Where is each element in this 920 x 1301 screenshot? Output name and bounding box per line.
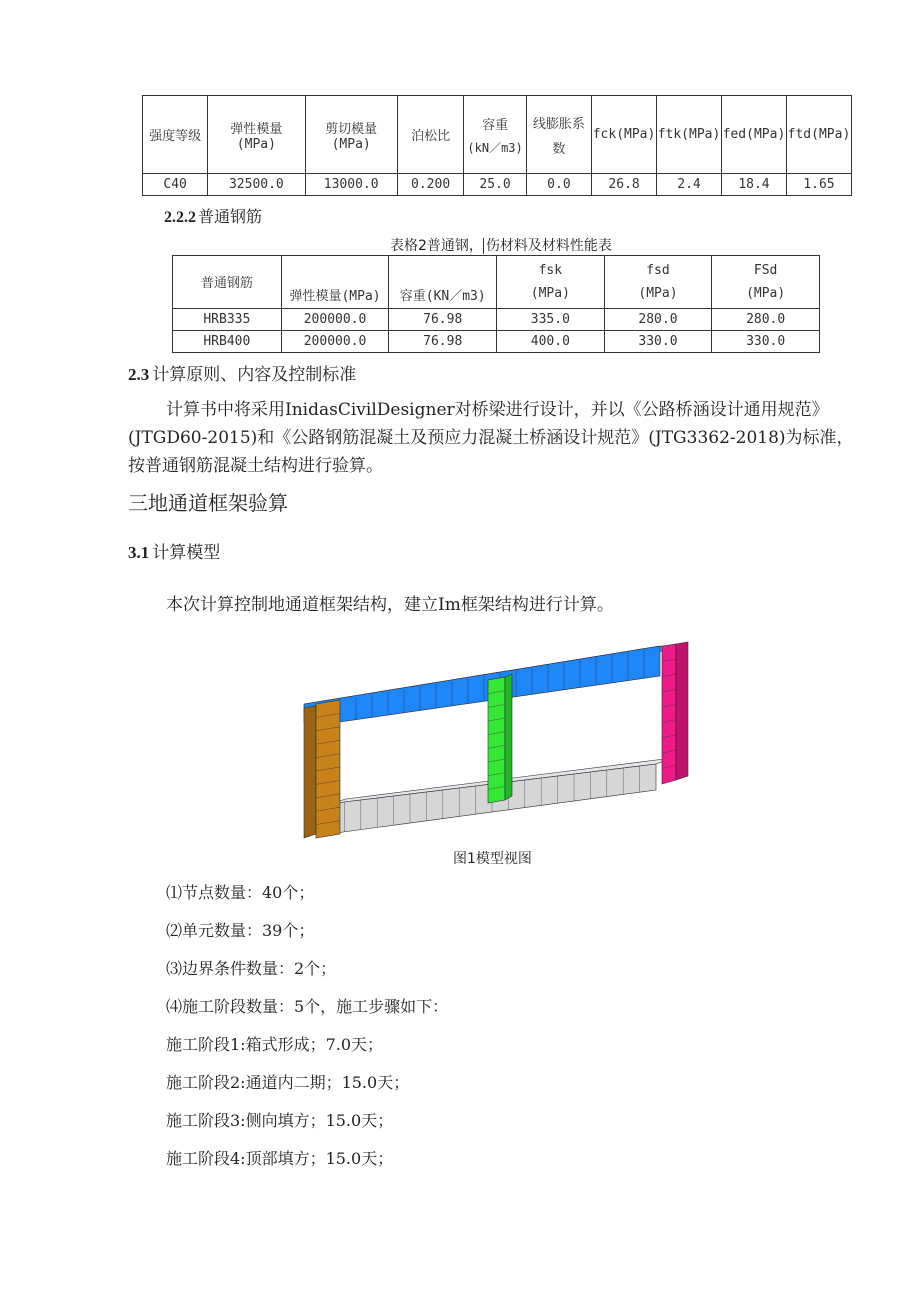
header-cell: 普通钢筋 [173, 256, 282, 309]
list-item: 施工阶段1:箱式形成；7.0天； [166, 1035, 384, 1054]
table-cell: HRB335 [173, 309, 282, 331]
header-cell: fck(MPa) [592, 96, 657, 174]
table-cell: 400.0 [497, 331, 605, 353]
list-item: ⑶边界条件数量：2个； [166, 959, 337, 978]
table-cell: 76.98 [389, 309, 497, 331]
table-cell: 280.0 [712, 309, 820, 331]
header-cell: 弹性模量(MPa) [281, 256, 389, 309]
header-cell: FSd (MPa) [712, 256, 820, 309]
table-cell: 0.0 [526, 174, 591, 196]
chapter-heading-3: 三地通道框架验算 [128, 491, 288, 515]
header-cell: fed(MPa) [721, 96, 786, 174]
section-heading-2-3: 2.3 计算原则、内容及控制标准 [128, 365, 357, 385]
table-row [173, 331, 820, 353]
paragraph-model-intro: 本次计算控制地通道框架结构，建立Im框架结构进行计算。 [166, 595, 614, 615]
table-row [143, 174, 852, 196]
table-header-row [173, 256, 820, 309]
table-cell: 280.0 [604, 309, 712, 331]
table-caption: 表格2普通钢， 伤材料及材料性能表 [390, 238, 612, 254]
table-cell: 330.0 [712, 331, 820, 353]
table-cell: 18.4 [721, 174, 786, 196]
header-cell: 泊松比 [397, 96, 464, 174]
table-cell: C40 [143, 174, 208, 196]
header-cell: 弹性模量 (MPa) [208, 96, 305, 174]
paragraph-calc-principles: 计算书中将采用InidasCivilDesigner对桥梁进行设计，并以《公路桥涵设计通用规范》 (JTGD60-2015)和《公路钢筋混凝土及预应力混凝土桥涵设计规范》(JTG3362-2018)为标准， 按普通钢筋混凝土结构进行验算。 [128, 400, 854, 476]
list-item: 施工阶段3:侧向填方；15.0天； [166, 1111, 394, 1130]
header-cell: 线膨胀系 数 [526, 96, 591, 174]
frame-model-figure [300, 640, 695, 845]
list-item: ⑵单元数量：39个； [166, 921, 315, 940]
concrete-properties-table [142, 95, 852, 196]
table-cell: 13000.0 [305, 174, 397, 196]
table-cell: 330.0 [604, 331, 712, 353]
left-wall [304, 700, 340, 838]
section-heading-3-1: 3.1 计算模型 [128, 543, 221, 563]
list-item: 施工阶段2:通道内二期；15.0天； [166, 1073, 410, 1092]
list-item: ⑷施工阶段数量：5个，施工步骤如下： [166, 997, 449, 1016]
table-cell: 25.0 [464, 174, 526, 196]
section-heading-2-2-2: 2.2.2 普通钢筋 [164, 207, 263, 226]
header-cell: ftk(MPa) [657, 96, 722, 174]
table-cell: 76.98 [389, 331, 497, 353]
table-cell: 200000.0 [281, 331, 389, 353]
header-cell: 强度等级 [143, 96, 208, 174]
right-wall [662, 642, 688, 784]
table-header-row [143, 96, 852, 174]
table-cell: 2.4 [657, 174, 722, 196]
list-item: ⑴节点数量：40个； [166, 883, 315, 902]
header-cell: 剪切模量 (MPa) [305, 96, 397, 174]
table-cell: 26.8 [592, 174, 657, 196]
model-stats-list [166, 878, 448, 1030]
header-cell: ftd(MPa) [786, 96, 851, 174]
table-cell: 200000.0 [281, 309, 389, 331]
middle-wall [488, 674, 512, 803]
figure-caption: 图1模型视图 [453, 851, 532, 867]
table-cell: 1.65 [786, 174, 851, 196]
table-cell: HRB400 [173, 331, 282, 353]
header-cell: fsd (MPa) [604, 256, 712, 309]
header-cell: 容重(KN／m3) [389, 256, 497, 309]
header-cell: fsk (MPa) [497, 256, 605, 309]
table-cell: 32500.0 [208, 174, 305, 196]
list-item: 施工阶段4:顶部填方；15.0天； [166, 1149, 394, 1168]
table-cell: 0.200 [397, 174, 464, 196]
construction-stages-list [166, 1030, 409, 1182]
rebar-properties-table [172, 255, 820, 353]
table-row [173, 309, 820, 331]
table-cell: 335.0 [497, 309, 605, 331]
header-cell: 容重 (kN／m3) [464, 96, 526, 174]
